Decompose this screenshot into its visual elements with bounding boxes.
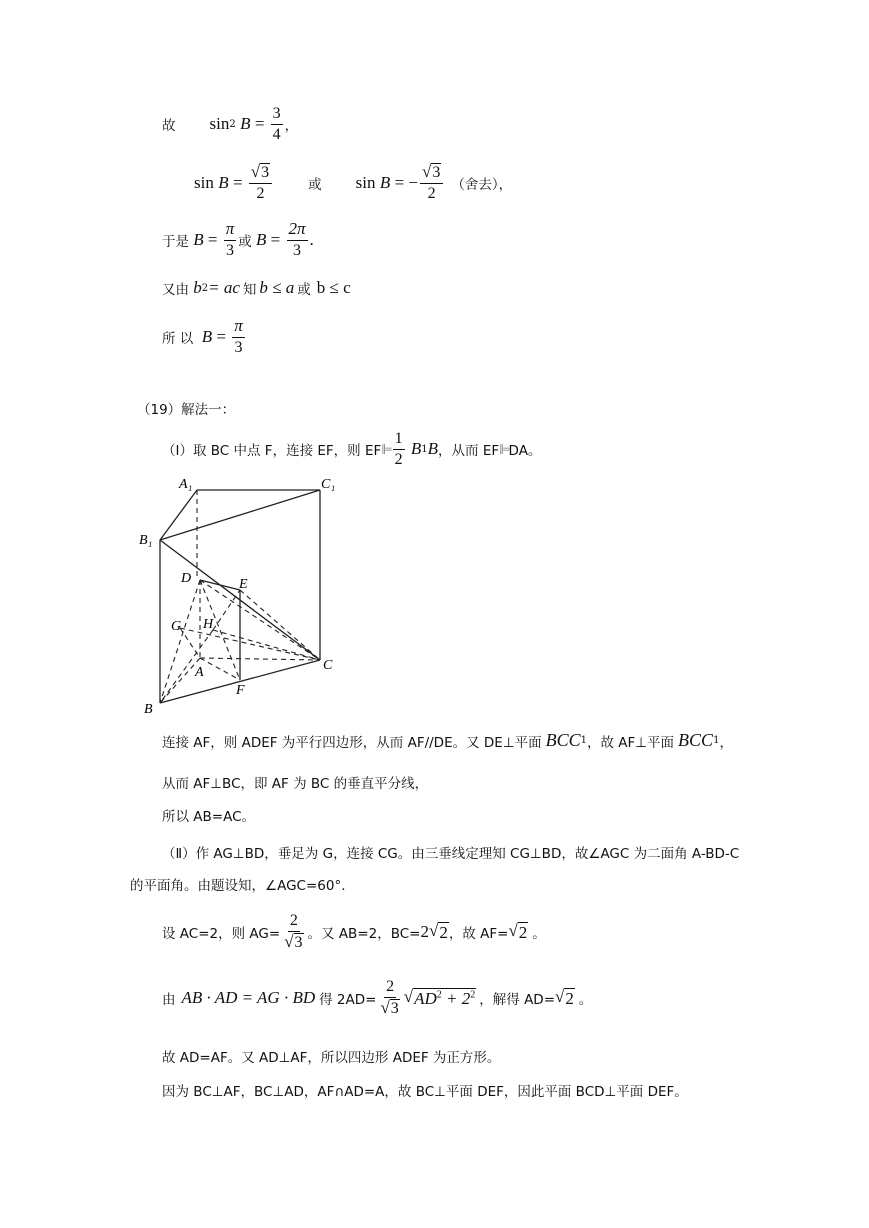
line-b-values: 于是 B = $\frac{\pi}{3}$ 或 B = $\frac{2\pi}{3}$ .: [162, 219, 314, 259]
line-conclusion-b: 所 以 B = $\frac{\pi}{3}$: [162, 316, 243, 356]
text-line-3: 所以 AB=AC。: [162, 809, 256, 825]
text-line-1: 连接 AF，则 ADEF 为平行四边形，从而 AF//DE。又 DE⊥平面 BCC 1 ，故 AF⊥平面 BCC 1 ，: [162, 730, 733, 751]
parallel-equal-symbol-2: ∥=: [499, 443, 509, 455]
fraction-neg-sqrt3-2: √ 3 2: [420, 163, 443, 203]
fraction-2-sqrt3: 2 √ 3: [284, 912, 303, 951]
parallel-equal-symbol: ∥=: [381, 443, 391, 455]
line-sinb-values: sin B = √ 3 2 或 sin B = − √ 3 2 （舍去），: [194, 162, 513, 203]
q19-title: （19）解法一：: [137, 402, 236, 418]
label-a1: A₁: [179, 477, 193, 492]
text-line-8: 故 AD=AF。又 AD⊥AF，所以四边形 ADEF 为正方形。: [162, 1050, 501, 1066]
label-e: E: [239, 577, 248, 592]
label-f: F: [236, 683, 245, 698]
fraction-1-2: $\frac{1}{2}$: [394, 430, 403, 468]
label-g: G: [171, 619, 182, 634]
label-c: C: [323, 658, 333, 673]
fraction-pi-3: $\frac{\pi}{3}$: [225, 219, 235, 259]
geometry-figure: [135, 470, 375, 720]
text-line-5: 的平面角。由题设知，∠AGC=60°.: [130, 878, 346, 894]
fraction-3-4: $\frac{3}{4}$: [272, 105, 281, 143]
q19-part1: （Ⅰ）取 BC 中点 F，连接 EF，则 EF ∥= $\frac{1}{2}$ B 1 B ，从而 EF ∥= DA。: [162, 430, 542, 468]
text-line-4: （Ⅱ）作 AG⊥BD，垂足为 G，连接 CG。由三垂线定理知 CG⊥BD，故∠AGC 为二面角 A-BD-C: [162, 846, 740, 862]
line-sin2b: 故 sin 2 B = $\frac{3}{4}$ ，: [162, 105, 299, 143]
text-line-9: 因为 BC⊥AF，BC⊥AD，AF∩AD=A，故 BC⊥平面 DEF，因此平面 BCD⊥平面 DEF。: [162, 1084, 688, 1100]
line-b2-ac: 又由 b 2 = ac 知 b ≤ a 或 b ≤ c: [162, 278, 351, 298]
label-h: H: [203, 617, 214, 632]
fraction-2-sqrt3-b: 2 √ 3: [380, 978, 399, 1017]
text-line-6: 设 AC=2，则 AG= 2 √ 3 。又 AB=2，BC= 2 √ 2 ，故 AF= √ 2 。: [162, 912, 546, 951]
text-line-7: 由 AB · AD = AG · BD 得 2AD= 2 √ 3 √ $AD^2 + 2^2$ ，解得 AD= √ 2 。: [162, 978, 593, 1017]
text-line-2: 从而 AF⊥BC，即 AF 为 BC 的垂直平分线，: [162, 776, 429, 792]
fraction-sqrt3-2: √ 3 2: [249, 163, 272, 203]
label-c1: C₁: [321, 477, 336, 492]
label-d: D: [181, 571, 192, 586]
label-b: B: [144, 702, 153, 717]
label-b1: B₁: [139, 533, 153, 548]
label-a: A: [195, 665, 204, 680]
fraction-2pi-3: $\frac{2\pi}{3}$: [288, 219, 306, 259]
fraction-pi-3-final: $\frac{\pi}{3}$: [234, 316, 243, 356]
